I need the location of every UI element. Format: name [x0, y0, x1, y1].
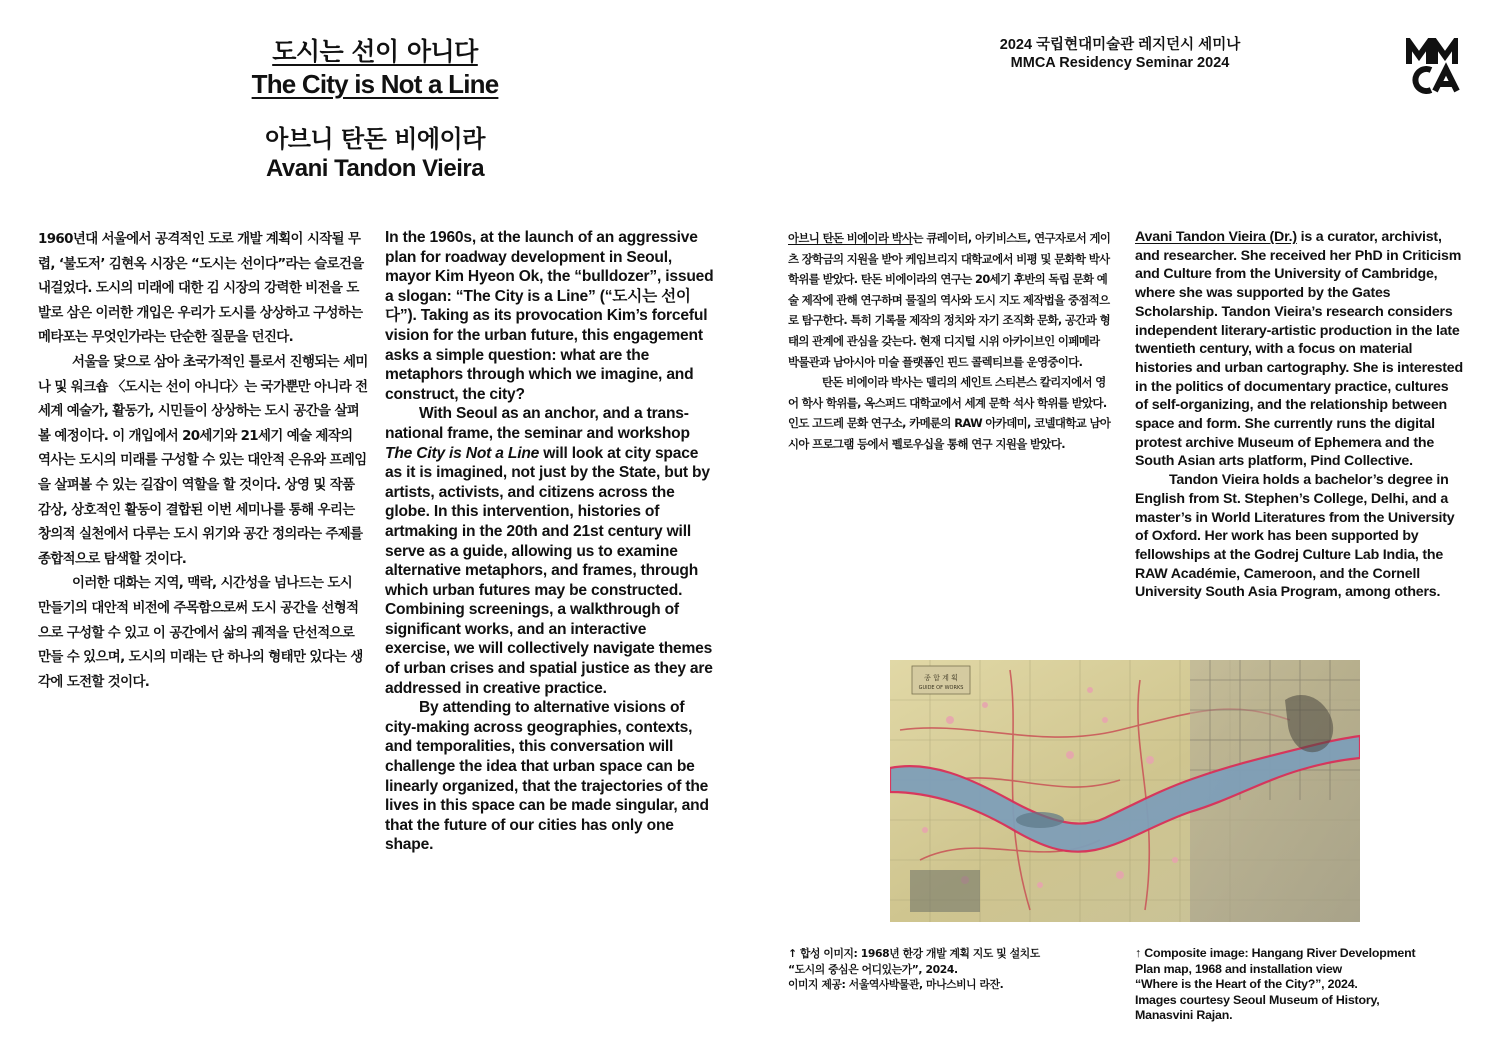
map-sublabel: GUIDE OF WORKS	[918, 685, 964, 691]
composite-map-image	[890, 660, 1360, 922]
mmca-logo	[1405, 38, 1461, 94]
korean-intro-paragraph: 이러한 대화는 지역, 맥락, 시간성을 넘나드는 도시 만들기의 대안적 비전에 주목함으로써 도시 공간을 선형적으로 구성할 수 있고 이 공간에서 삶의 궤적을 단선적으로 만들 수 있으며, 도시의 미래는 단 하나의 형태만 있다는 생각에 도전할 것이다.	[38, 576, 363, 690]
text-run: 는 큐레이터, 아키비스트, 연구자로서 게이츠 장학금의 지원을 받아 케임브리지 대학교에서 비평 및 문화학 박사 학위를 받았다. 탄돈 비에이라의 연구는 20세기 후반의 독립 문화 예술 제작에 관해 연구하며 물질의 역사와 도시 지도 제작법을 중점적으로 탐구한다. 특히 기록물 제작의 정치와 자기 조직화 문화, 공간과 형태의 관계에 관심을 갖는다. 현재 디지털 시위 아카이브인 이페메라 박물관과 남아시아 미술 플랫폼인 핀드 콜렉티브를 운영중이다.	[788, 231, 1111, 369]
caption-korean	[788, 946, 1118, 993]
seminar-header-korean: 2024 국립현대미술관 레지던시 세미나	[999, 37, 1241, 53]
caption-english	[1135, 946, 1465, 1024]
korean-intro-paragraph: 서울을 닻으로 삼아 초국가적인 틀로서 진행되는 세미나 및 워크숍 〈도시는 선이 아니다〉는 국가뿐만 아니라 전 세계 예술가, 활동가, 시민들이 상상하는 도시 공간을 살펴볼 예정이다. 이 개입에서 20세기와 21세기 예술 제작의 역사는 도시의 미래를 구성할 수 있는 대안적 은유와 프레임을 살펴볼 수 있는 길잡이 역할을 할 것이다. 상영 및 작품 감상, 상호적인 활동이 결합된 이번 세미나를 통해 우리는 창의적 실천에서 다루는 도시 위기와 공간 정의라는 주제를 종합적으로 탐색할 것이다.	[38, 354, 368, 567]
title-block	[200, 36, 550, 184]
english-bio-column	[1135, 228, 1465, 602]
english-intro-paragraph: In the 1960s, at the launch of an aggressive plan for roadway development in Seoul, mayor Kim Hyeon Ok, the “bulldozer”, issued a slogan: “The City is a Line” (“도시는 선이다”). Taking as its provocation Kim’s forceful vision for the urban future, this engagement asks a simple question: what are the metaphors through which we imagine, and construct, the city?	[385, 229, 714, 403]
bio-name-english: Avani Tandon Vieira (Dr.)	[1135, 229, 1297, 245]
caption-english-line: Manasvini Rajan.	[1135, 1008, 1233, 1022]
title-korean: 도시는 선이 아니다	[272, 37, 478, 66]
english-intro-column	[385, 228, 715, 855]
map-illustration	[890, 660, 1360, 922]
korean-bio-paragraph: 탄돈 비에이라 박사는 델리의 세인트 스티븐스 칼리지에서 영어 학사 학위를, 옥스퍼드 대학교에서 세계 문학 석사 학위를 받았다. 인도 고드레 문화 연구소, 카메룬의 RAW 아카데미, 코넬대학교 남아시아 프로그램 등에서 펠로우십을 통해 연구 지원을 받았다.	[788, 375, 1111, 451]
seminar-header	[990, 36, 1250, 72]
english-intro-paragraph: By attending to alternative visions of city-making across geographies, contexts, and temporalities, this conversation will challenge the idea that urban space can be linearly organized, that the trajectories of the lives in this space can be made singular, and that the future of our cities has only one shape.	[385, 699, 709, 854]
english-bio-paragraph: Tandon Vieira holds a bachelor’s degree in English from St. Stephen’s College, Delhi, and a master’s in World Literatures from the University of Oxford. Her work has been supported by fellowships at the Godrej Culture Lab India, the RAW Académie, Cameroon, and the Cornell University South Asia Program, among others.	[1135, 472, 1455, 601]
bio-name-korean: 아브니 탄돈 비에이라 박사	[788, 231, 913, 245]
english-bio-paragraph	[1135, 228, 1465, 471]
title-english: The City is Not a Line	[251, 69, 499, 99]
text-run: With Seoul as an anchor, and a trans-national frame, the seminar and workshop	[385, 405, 690, 442]
caption-korean-line: ↑ 합성 이미지: 1968년 한강 개발 계획 지도 및 설치도	[788, 947, 1040, 960]
author-english: Avani Tandon Vieira	[265, 155, 485, 182]
caption-english-line: “Where is the Heart of the City?”, 2024.	[1135, 977, 1358, 991]
korean-intro-paragraph: 1960년대 서울에서 공격적인 도로 개발 계획이 시작될 무렵, ‘불도저’ 김현옥 시장은 “도시는 선이다”라는 슬로건을 내걸었다. 도시의 미래에 대한 김 시장의 강력한 비전을 도발로 삼은 이러한 개입은 우리가 도시를 상상하고 구성하는 메타포는 무엇인가라는 단순한 질문을 던진다.	[38, 232, 364, 346]
seminar-header-english: MMCA Residency Seminar 2024	[1010, 55, 1230, 71]
korean-intro-column	[38, 228, 368, 695]
caption-english-line: Plan map, 1968 and installation view	[1135, 961, 1342, 976]
korean-bio-paragraph	[788, 228, 1113, 372]
map-label: 종 합 계 획	[924, 674, 958, 682]
caption-korean-line: 이미지 제공: 서울역사박물관, 마나스비니 라잔.	[788, 978, 1004, 991]
caption-english-line: ↑ Composite image: Hangang River Development	[1135, 946, 1416, 960]
korean-bio-column	[788, 228, 1113, 455]
text-run: will look at city space as it is imagined, not just by the State, but by artists, activists, and citizens across the globe. In this intervention, histories of artmaking in the 20th and 21st century will serve as a guide, allowing us to examine alternative metaphors, and frames, through which urban futures may be constructed. Combining screenings, a walkthrough of significant works, and an interactive exercise, we will collectively navigate themes of urban crises and spatial justice as they are addressed in creative practice.	[385, 444, 713, 697]
text-run: is a curator, archivist, and researcher. She received her PhD in Criticism and Culture from the University of Cambridge, where she was supported by the Gates Scholarship. Tandon Vieira’s research considers independent literary-artistic production in the late twentieth century, with a focus on material histories and urban cartography. She is interested in the politics of documentary practice, cultures of self-organizing, and the relationship between space and form. She currently runs the digital protest archive Museum of Ephemera and the South Asian arts platform, Pind Collective.	[1135, 229, 1463, 470]
author-korean: 아브니 탄돈 비에이라	[265, 125, 485, 153]
english-intro-paragraph	[385, 404, 715, 698]
caption-korean-line: “도시의 중심은 어디있는가”, 2024.	[788, 962, 958, 976]
mmca-logo-icon	[1405, 38, 1461, 94]
caption-english-line: Images courtesy Seoul Museum of History,	[1135, 992, 1380, 1007]
seminar-title-italic: The City is Not a Line	[385, 444, 540, 462]
